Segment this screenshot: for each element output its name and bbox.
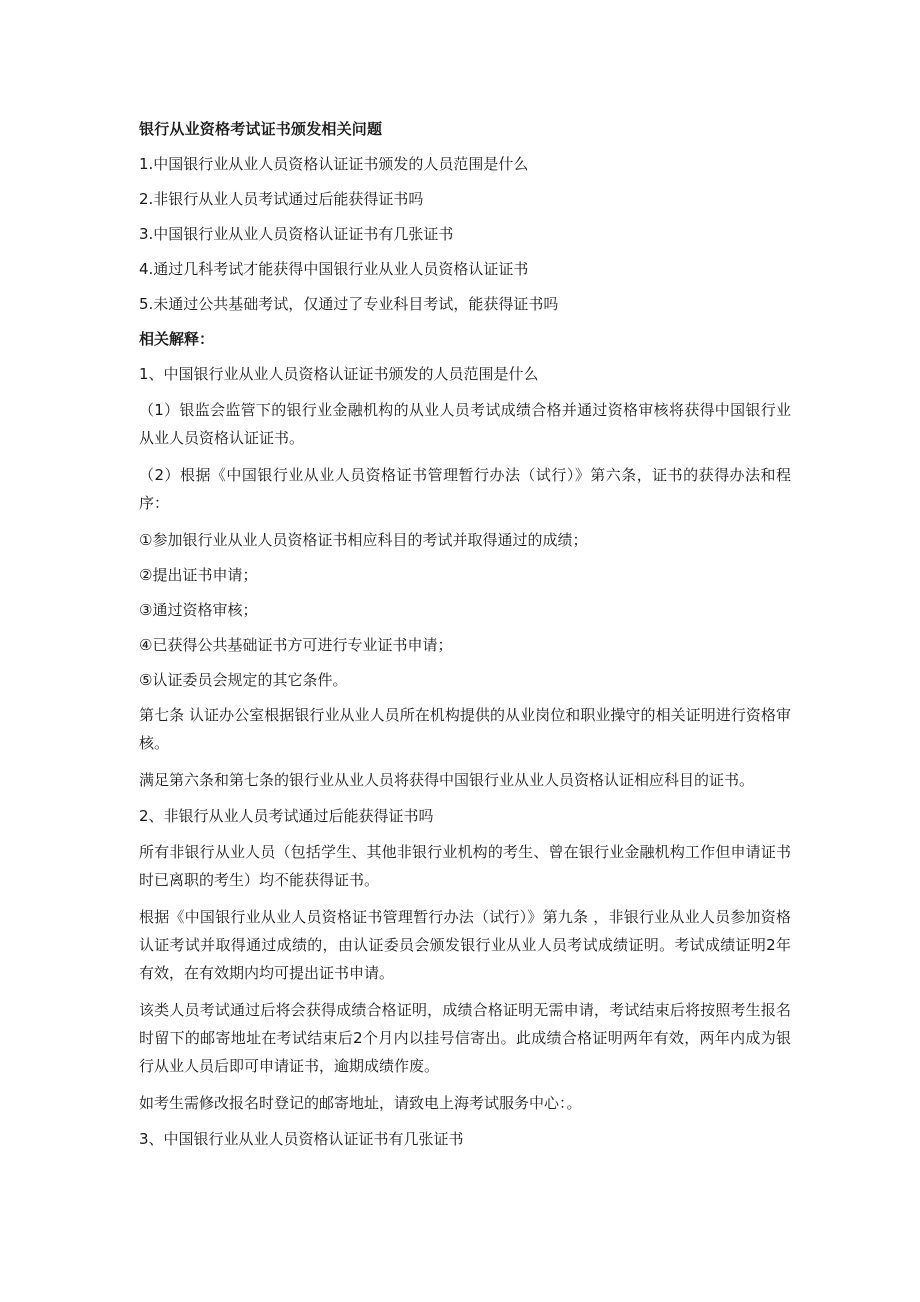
section1-item3: ③通过资格审核； [139,601,258,619]
section1-para1: （1）银监会监管下的银行业金融机构的从业人员考试成绩合格并通过资格审核将获得中国银行业从业人员资格认证证书。 [139,401,791,447]
question-item: 1.中国银行业从业人员资格认证证书颁发的人员范围是什么 [139,155,529,173]
document-body [139,116,791,1161]
question-item: 4.通过几科考试才能获得中国银行业从业人员资格认证证书 [139,260,529,278]
question-item: 5.未通过公共基础考试，仅通过了专业科目考试，能获得证书吗 [139,295,559,313]
section1-heading: 1、中国银行业从业人员资格认证证书颁发的人员范围是什么 [139,365,539,383]
section2-para4: 如考生需修改报名时登记的邮寄地址，请致电上海考试服务中心：。 [139,1094,582,1112]
section1-item5: ⑤认证委员会规定的其它条件。 [139,671,348,689]
section1-item1: ①参加银行业从业人员资格证书相应科目的考试并取得通过的成绩； [139,531,588,549]
section1-para4: 满足第六条和第七条的银行业从业人员将获得中国银行业从业人员资格认证相应科目的证书。 [139,771,755,789]
explain-label: 相关解释： [139,330,215,348]
question-item: 3.中国银行业从业人员资格认证证书有几张证书 [139,225,454,243]
question-item: 2.非银行从业人员考试通过后能获得证书吗 [139,190,424,208]
section1-para2: （2）根据《中国银行业从业人员资格证书管理暂行办法（试行）》第六条，证书的获得办法和程序： [139,466,791,512]
section2-para1: 所有非银行从业人员（包括学生、其他非银行业机构的考生、曾在银行业金融机构工作但申请证书时已离职的考生）均不能获得证书。 [139,843,791,889]
section1-item4: ④已获得公共基础证书方可进行专业证书申请； [139,636,453,654]
question-list [139,151,791,317]
section1-item2: ②提出证书申请； [139,566,258,584]
section2-para3: 该类人员考试通过后将会获得成绩合格证明，成绩合格证明无需申请，考试结束后将按照考生报名时留下的邮寄地址在考试结束后2个月内以挂号信寄出。此成绩合格证明两年有效，两年内成为银行从业人员后即可申请证书，逾期成绩作废。 [139,1001,791,1075]
section2-heading: 2、非银行从业人员考试通过后能获得证书吗 [139,807,434,825]
section3-heading: 3、中国银行业从业人员资格认证证书有几张证书 [139,1130,464,1148]
section1-para3: 第七条 认证办公室根据银行业从业人员所在机构提供的从业岗位和职业操守的相关证明进行资格审核。 [139,706,791,752]
document-title: 银行从业资格考试证书颁发相关问题 [139,120,383,138]
section2-para2: 根据《中国银行业从业人员资格证书管理暂行办法（试行）》第九条 ，非银行业从业人员参加资格认证考试并取得通过成绩的，由认证委员会颁发银行业从业人员考试成绩证明。考试成绩证明2年有效，在有效期内均可提出证书申请。 [139,908,791,982]
